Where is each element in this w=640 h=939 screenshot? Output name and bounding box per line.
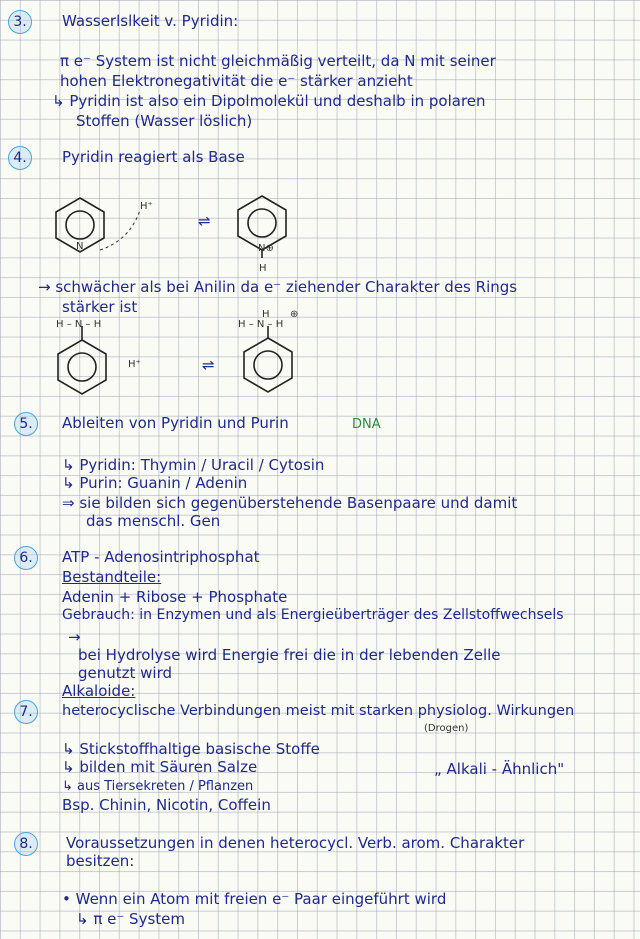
section-5-line-4: das menschl. Gen [86,512,221,530]
section-4-line-2: stärker ist [62,298,138,316]
anilinium-ring-left [58,326,106,394]
section-7-line-2: ↳ Stickstoffhaltige basische Stoffe [62,740,320,758]
section-4-line-1: → schwächer als bei Anilin da e⁻ ziehender Charakter des Rings [38,278,518,296]
drogen-note: (Drogen) [424,723,469,734]
section-6-number: 6. [14,546,38,570]
section-3-line-3: ↳ Pyridin ist also ein Dipolmolekül und deshalb in polaren [52,92,486,110]
section-5-number: 5. [14,412,38,436]
section-6-heading: ATP - Adenosintriphosphat [62,548,260,566]
positive-charge-symbol: ⊕ [290,309,299,320]
section-7-number: 7. [14,700,38,724]
section-5-line-2: ↳ Purin: Guanin / Adenin [62,474,248,492]
section-8-number: 8. [14,832,38,856]
section-3-line-4: Stoffen (Wasser löslich) [76,112,253,130]
reaction-dashed-arc [100,210,140,250]
section-8-line-3: • Wenn ein Atom mit freien e⁻ Paar eingeführt wird [62,890,447,908]
proton-label: H⁺ [140,201,153,212]
section-3-heading: Wasserlslkeit v. Pyridin: [62,12,239,30]
hydrogen-label: H [259,263,267,274]
section-7-line-4: ↳ aus Tiersekreten / Pflanzen [62,779,254,794]
section-5-heading: Ableiten von Pyridin und Purin [62,414,289,432]
equilibrium-arrow: ⇌ [198,212,211,230]
amine-group-right: H – N – H [238,319,284,330]
nitrogen-plus-label: N⊕ [258,243,274,254]
section-8-line-2: besitzen: [66,852,135,870]
section-8-line-1: Voraussetzungen in denen heterocycl. Verb. arom. Charakter [66,834,525,852]
section-7-line-3: ↳ bilden mit Säuren Salze [62,758,258,776]
section-5-line-1: ↳ Pyridin: Thymin / Uracil / Cytosin [62,456,325,474]
section-3-number: 3. [8,10,32,34]
amine-top-hydrogen: H [262,309,270,320]
section-6-arrow: → [68,628,81,646]
section-5-line-3: ⇒ sie bilden sich gegenüberstehende Basenpaare und damit [62,494,518,512]
equilibrium-arrow-2: ⇌ [202,356,215,374]
section-6-line-1: Bestandteile: [62,568,162,586]
section-6-line-2: Adenin + Ribose + Phosphate [62,588,288,606]
section-6-line-5: bei Hydrolyse wird Energie frei die in der lebenden Zelle [78,646,501,664]
section-7-line-5: Bsp. Chinin, Nicotin, Coffein [62,796,271,814]
dna-note: DNA [352,417,381,432]
section-3-line-1: π e⁻ System ist nicht gleichmäßig verteilt, da N mit seiner [60,52,496,70]
alkali-note: „ Alkali - Ähnlich" [434,760,565,778]
proton-label-2: H⁺ [128,359,141,370]
section-4-heading: Pyridin reagiert als Base [62,148,245,166]
section-6-line-6: genutzt wird [78,664,173,682]
amine-group-left: H – N – H [56,319,102,330]
section-4-number: 4. [8,146,32,170]
section-8-line-4: ↳ π e⁻ System [76,910,185,928]
section-3-line-2: hohen Elektronegativität die e⁻ stärker anzieht [60,72,413,90]
nitrogen-label: N [76,241,84,252]
section-6-line-3: Gebrauch: in Enzymen und als Energieüberträger des Zellstoffwechsels [62,607,564,623]
section-7-pre-heading: Alkaloide: [62,682,136,700]
section-7-line-1: heterocyclische Verbindungen meist mit starken physiolog. Wirkungen [62,703,575,719]
anilinium-ring-right [244,326,292,392]
